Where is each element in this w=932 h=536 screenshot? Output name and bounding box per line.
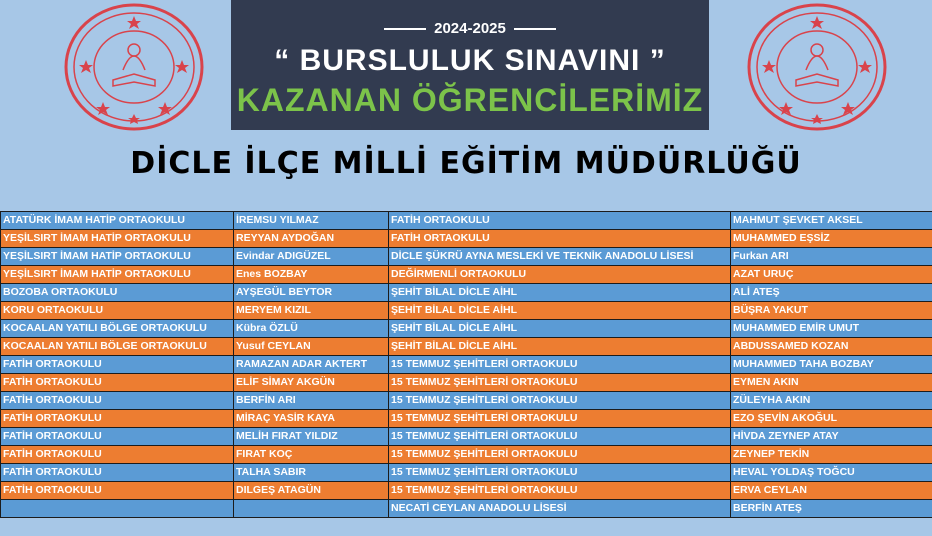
school-cell-right: ŞEHİT BİLAL DİCLE AİHL — [389, 320, 731, 338]
student-cell-left: TALHA SABIR — [234, 464, 389, 482]
student-cell-right: ERVA CEYLAN — [731, 482, 932, 500]
student-cell-right: MAHMUT ŞEVKET AKSEL — [731, 212, 932, 230]
school-cell-right: DİCLE ŞÜKRÜ AYNA MESLEKİ VE TEKNİK ANADOLU LİSESİ — [389, 248, 731, 266]
student-cell-right: BÜŞRA YAKUT — [731, 302, 932, 320]
year-row — [231, 20, 709, 37]
school-cell-left: KOCAALAN YATILI BÖLGE ORTAOKULU — [1, 320, 234, 338]
student-cell-left: RAMAZAN ADAR AKTERT — [234, 356, 389, 374]
student-cell-left — [234, 500, 389, 518]
student-cell-left: Evindar ADIGÜZEL — [234, 248, 389, 266]
school-cell-right: 15 TEMMUZ ŞEHİTLERİ ORTAOKULU — [389, 464, 731, 482]
table-row — [1, 500, 932, 518]
school-cell-right: NECATİ CEYLAN ANADOLU LİSESİ — [389, 500, 731, 518]
winners-title: KAZANAN ÖĞRENCİLERİMİZ — [236, 82, 704, 118]
school-cell-left: FATİH ORTAOKULU — [1, 428, 234, 446]
school-cell-left: FATİH ORTAOKULU — [1, 356, 234, 374]
student-cell-right: ALİ ATEŞ — [731, 284, 932, 302]
school-cell-right: FATİH ORTAOKULU — [389, 230, 731, 248]
school-cell-left — [1, 500, 234, 518]
student-cell-left: ELİF SİMAY AKGÜN — [234, 374, 389, 392]
student-cell-left: MİRAÇ YASİR KAYA — [234, 410, 389, 428]
school-cell-right: 15 TEMMUZ ŞEHİTLERİ ORTAOKULU — [389, 374, 731, 392]
table-row — [1, 266, 932, 284]
title-banner — [231, 0, 709, 130]
student-cell-right: Furkan ARI — [731, 248, 932, 266]
student-cell-right: ZEYNEP TEKİN — [731, 446, 932, 464]
table-row — [1, 356, 932, 374]
school-cell-left: FATİH ORTAOKULU — [1, 482, 234, 500]
table-row — [1, 446, 932, 464]
school-cell-left: FATİH ORTAOKULU — [1, 374, 234, 392]
school-cell-left: KOCAALAN YATILI BÖLGE ORTAOKULU — [1, 338, 234, 356]
student-cell-left: İREMSU YILMAZ — [234, 212, 389, 230]
school-cell-right: 15 TEMMUZ ŞEHİTLERİ ORTAOKULU — [389, 482, 731, 500]
table-row — [1, 392, 932, 410]
student-cell-right: MUHAMMED EŞSİZ — [731, 230, 932, 248]
student-cell-right: ZÜLEYHA AKIN — [731, 392, 932, 410]
table-row — [1, 482, 932, 500]
exam-title: “ BURSLULUK SINAVINI ” — [274, 44, 666, 77]
school-cell-right: 15 TEMMUZ ŞEHİTLERİ ORTAOKULU — [389, 428, 731, 446]
school-cell-right: FATİH ORTAOKULU — [389, 212, 731, 230]
table-row — [1, 374, 932, 392]
winners-table — [0, 211, 932, 518]
student-cell-left: MERYEM KIZIL — [234, 302, 389, 320]
school-cell-left: YEŞİLSIRT İMAM HATİP ORTAOKULU — [1, 248, 234, 266]
student-cell-left: BERFİN ARI — [234, 392, 389, 410]
divider-right — [514, 28, 556, 30]
school-cell-right: 15 TEMMUZ ŞEHİTLERİ ORTAOKULU — [389, 392, 731, 410]
school-cell-left: YEŞİLSIRT İMAM HATİP ORTAOKULU — [1, 266, 234, 284]
student-cell-left: MELİH FIRAT YILDIZ — [234, 428, 389, 446]
student-cell-right: EZO ŞEVİN AKOĞUL — [731, 410, 932, 428]
student-cell-left: AYŞEGÜL BEYTOR — [234, 284, 389, 302]
student-cell-right: EYMEN AKIN — [731, 374, 932, 392]
table-row — [1, 230, 932, 248]
student-cell-left: Kübra ÖZLÜ — [234, 320, 389, 338]
student-cell-right: BERFİN ATEŞ — [731, 500, 932, 518]
table-row — [1, 464, 932, 482]
school-cell-right: 15 TEMMUZ ŞEHİTLERİ ORTAOKULU — [389, 446, 731, 464]
school-cell-right: ŞEHİT BİLAL DİCLE AİHL — [389, 338, 731, 356]
table-row — [1, 284, 932, 302]
ministry-seal-right — [746, 2, 888, 132]
student-cell-right: AZAT URUÇ — [731, 266, 932, 284]
school-cell-left: FATİH ORTAOKULU — [1, 446, 234, 464]
table-row — [1, 338, 932, 356]
student-cell-left: FIRAT KOÇ — [234, 446, 389, 464]
student-cell-right: HİVDA ZEYNEP ATAY — [731, 428, 932, 446]
school-cell-left: BOZOBA ORTAOKULU — [1, 284, 234, 302]
student-cell-right: MUHAMMED TAHA BOZBAY — [731, 356, 932, 374]
school-cell-left: ATATÜRK İMAM HATİP ORTAOKULU — [1, 212, 234, 230]
winners-table-body — [1, 212, 932, 518]
table-row — [1, 320, 932, 338]
student-cell-left: REYYAN AYDOĞAN — [234, 230, 389, 248]
year-label: 2024-2025 — [434, 20, 506, 37]
school-cell-right: 15 TEMMUZ ŞEHİTLERİ ORTAOKULU — [389, 356, 731, 374]
school-cell-left: FATİH ORTAOKULU — [1, 410, 234, 428]
school-cell-right: ŞEHİT BİLAL DİCLE AİHL — [389, 302, 731, 320]
student-cell-right: HEVAL YOLDAŞ TOĞCU — [731, 464, 932, 482]
student-cell-right: MUHAMMED EMİR UMUT — [731, 320, 932, 338]
table-row — [1, 410, 932, 428]
school-cell-left: FATİH ORTAOKULU — [1, 392, 234, 410]
school-cell-right: ŞEHİT BİLAL DİCLE AİHL — [389, 284, 731, 302]
student-cell-left: DILGEŞ ATAGÜN — [234, 482, 389, 500]
table-row — [1, 248, 932, 266]
school-cell-left: FATİH ORTAOKULU — [1, 464, 234, 482]
table-row — [1, 212, 932, 230]
divider-left — [384, 28, 426, 30]
directorate-heading: DİCLE İLÇE MİLLİ EĞİTİM MÜDÜRLÜĞÜ — [130, 146, 802, 181]
school-cell-right: 15 TEMMUZ ŞEHİTLERİ ORTAOKULU — [389, 410, 731, 428]
student-cell-left: Yusuf CEYLAN — [234, 338, 389, 356]
school-cell-right: DEĞİRMENLİ ORTAOKULU — [389, 266, 731, 284]
school-cell-left: YEŞİLSIRT İMAM HATİP ORTAOKULU — [1, 230, 234, 248]
ministry-seal-left — [63, 2, 205, 132]
school-cell-left: KORU ORTAOKULU — [1, 302, 234, 320]
table-row — [1, 428, 932, 446]
table-row — [1, 302, 932, 320]
student-cell-left: Enes BOZBAY — [234, 266, 389, 284]
student-cell-right: ABDUSSAMED KOZAN — [731, 338, 932, 356]
